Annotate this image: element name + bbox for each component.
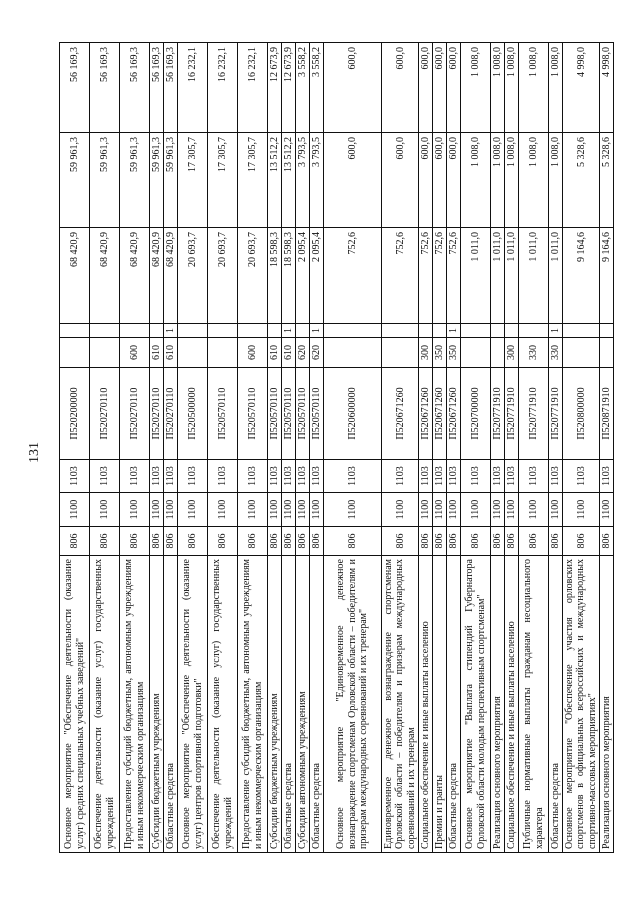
amount-year-2: 1 008,0	[505, 133, 519, 228]
target-article-code: П520570110	[208, 368, 238, 460]
row-name: Областные средства	[282, 556, 296, 853]
table-row	[208, 43, 238, 853]
amount-year-2: 59 961,3	[150, 133, 164, 228]
funding-flag	[419, 324, 433, 338]
section-code: 1100	[282, 493, 296, 527]
section-code: 1100	[60, 493, 90, 527]
table-row	[461, 43, 491, 853]
row-name: Основное мероприятие "Обеспечение деятельности (оказание услуг) центров спортивной подготовки"	[178, 556, 208, 853]
subsection-code: 1103	[296, 460, 310, 493]
amount-year-3: 12 673,9	[268, 43, 282, 133]
budget-table	[59, 42, 614, 853]
ved-code: 806	[549, 527, 563, 556]
expense-type-code: 350	[433, 338, 447, 368]
target-article-code: П520771910	[519, 368, 549, 460]
amount-year-3: 1 008,0	[461, 43, 491, 133]
target-article-code: П520671260	[382, 368, 419, 460]
amount-year-3: 56 169,3	[90, 43, 120, 133]
funding-flag	[178, 324, 208, 338]
amount-year-1: 68 420,9	[164, 228, 178, 324]
amount-year-2: 600,0	[324, 133, 382, 228]
table-row	[433, 43, 447, 853]
expense-type-code: 620	[296, 338, 310, 368]
ved-code: 806	[324, 527, 382, 556]
section-code: 1100	[382, 493, 419, 527]
funding-flag	[120, 324, 150, 338]
subsection-code: 1103	[519, 460, 549, 493]
section-code: 1100	[433, 493, 447, 527]
funding-flag	[382, 324, 419, 338]
table-row	[238, 43, 268, 853]
row-name: Социальное обеспечение и иные выплаты населению	[505, 556, 519, 853]
amount-year-3: 3 558,2	[310, 43, 324, 133]
row-name: Областные средства	[164, 556, 178, 853]
amount-year-2: 5 328,6	[563, 133, 600, 228]
subsection-code: 1103	[433, 460, 447, 493]
ved-code: 806	[164, 527, 178, 556]
target-article-code: П520270110	[150, 368, 164, 460]
table-row	[150, 43, 164, 853]
target-article-code: П520570110	[310, 368, 324, 460]
section-code: 1100	[178, 493, 208, 527]
table-row	[419, 43, 433, 853]
row-name: Областные средства	[549, 556, 563, 853]
subsection-code: 1103	[324, 460, 382, 493]
row-name: Субсидии автономным учреждениям	[296, 556, 310, 853]
amount-year-2: 3 793,5	[296, 133, 310, 228]
funding-flag: 1	[282, 324, 296, 338]
amount-year-2: 600,0	[433, 133, 447, 228]
amount-year-3: 4 998,0	[600, 43, 614, 133]
table-row	[164, 43, 178, 853]
amount-year-1: 1 011,0	[491, 228, 505, 324]
row-name: Социальное обеспечение и иные выплаты населению	[419, 556, 433, 853]
amount-year-3: 600,0	[382, 43, 419, 133]
ved-code: 806	[491, 527, 505, 556]
expense-type-code: 610	[268, 338, 282, 368]
amount-year-2: 1 008,0	[461, 133, 491, 228]
amount-year-3: 1 008,0	[519, 43, 549, 133]
funding-flag	[433, 324, 447, 338]
ved-code: 806	[208, 527, 238, 556]
row-name: Областные средства	[310, 556, 324, 853]
amount-year-2: 13 512,2	[268, 133, 282, 228]
funding-flag	[600, 324, 614, 338]
funding-flag	[505, 324, 519, 338]
table-row	[519, 43, 549, 853]
table-row	[60, 43, 90, 853]
table-row	[600, 43, 614, 853]
expense-type-code: 300	[419, 338, 433, 368]
section-code: 1100	[549, 493, 563, 527]
ved-code: 806	[382, 527, 419, 556]
amount-year-3: 3 558,2	[296, 43, 310, 133]
amount-year-1: 68 420,9	[120, 228, 150, 324]
expense-type-code	[600, 338, 614, 368]
target-article-code: П520500000	[178, 368, 208, 460]
ved-code: 806	[150, 527, 164, 556]
amount-year-1: 68 420,9	[90, 228, 120, 324]
subsection-code: 1103	[238, 460, 268, 493]
section-code: 1100	[120, 493, 150, 527]
expense-type-code	[563, 338, 600, 368]
table-row	[324, 43, 382, 853]
table-row	[296, 43, 310, 853]
funding-flag	[296, 324, 310, 338]
table-row	[563, 43, 600, 853]
expense-type-code	[324, 338, 382, 368]
ved-code: 806	[90, 527, 120, 556]
section-code: 1100	[519, 493, 549, 527]
table-row	[549, 43, 563, 853]
amount-year-2: 5 328,6	[600, 133, 614, 228]
row-name: Предоставление субсидий бюджетным, автономным учреждениям и иным некоммерческим организациям	[120, 556, 150, 853]
funding-flag	[238, 324, 268, 338]
target-article-code: П520771910	[491, 368, 505, 460]
amount-year-1: 752,6	[419, 228, 433, 324]
amount-year-3: 1 008,0	[549, 43, 563, 133]
row-name: Единовременное денежное вознаграждение спортсменам Орловской области – победителям и призерам международных соревнований и их тренерам	[382, 556, 419, 853]
subsection-code: 1103	[282, 460, 296, 493]
amount-year-3: 600,0	[447, 43, 461, 133]
funding-flag	[90, 324, 120, 338]
expense-type-code	[461, 338, 491, 368]
subsection-code: 1103	[310, 460, 324, 493]
ved-code: 806	[296, 527, 310, 556]
amount-year-2: 1 008,0	[491, 133, 505, 228]
target-article-code: П520871910	[600, 368, 614, 460]
target-article-code: П520270110	[164, 368, 178, 460]
expense-type-code	[178, 338, 208, 368]
amount-year-3: 56 169,3	[60, 43, 90, 133]
table-row	[120, 43, 150, 853]
section-code: 1100	[324, 493, 382, 527]
amount-year-3: 1 008,0	[505, 43, 519, 133]
subsection-code: 1103	[600, 460, 614, 493]
subsection-code: 1103	[382, 460, 419, 493]
funding-flag	[563, 324, 600, 338]
amount-year-3: 4 998,0	[563, 43, 600, 133]
subsection-code: 1103	[60, 460, 90, 493]
amount-year-1: 752,6	[382, 228, 419, 324]
section-code: 1100	[164, 493, 178, 527]
subsection-code: 1103	[268, 460, 282, 493]
amount-year-2: 59 961,3	[120, 133, 150, 228]
subsection-code: 1103	[549, 460, 563, 493]
section-code: 1100	[491, 493, 505, 527]
table-row	[90, 43, 120, 853]
ved-code: 806	[433, 527, 447, 556]
target-article-code: П520671260	[419, 368, 433, 460]
row-name: Обеспечение деятельности (оказание услуг) государственных учреждений	[90, 556, 120, 853]
target-article-code: П520570110	[296, 368, 310, 460]
amount-year-2: 13 512,2	[282, 133, 296, 228]
target-article-code: П520270110	[120, 368, 150, 460]
funding-flag	[150, 324, 164, 338]
amount-year-2: 17 305,7	[208, 133, 238, 228]
funding-flag	[268, 324, 282, 338]
amount-year-2: 59 961,3	[164, 133, 178, 228]
target-article-code: П520700000	[461, 368, 491, 460]
row-name: Основное мероприятие "Обеспечение деятельности (оказание услуг) средних специальных учебных заведений"	[60, 556, 90, 853]
funding-flag: 1	[549, 324, 563, 338]
funding-flag	[60, 324, 90, 338]
subsection-code: 1103	[164, 460, 178, 493]
amount-year-1: 2 095,4	[310, 228, 324, 324]
table-row	[447, 43, 461, 853]
table-row	[491, 43, 505, 853]
table-row	[178, 43, 208, 853]
ved-code: 806	[60, 527, 90, 556]
ved-code: 806	[419, 527, 433, 556]
expense-type-code: 300	[505, 338, 519, 368]
target-article-code: П520570110	[282, 368, 296, 460]
row-name: Предоставление субсидий бюджетным, автономным учреждениям и иным некоммерческим организациям	[238, 556, 268, 853]
amount-year-2: 1 008,0	[519, 133, 549, 228]
expense-type-code: 330	[519, 338, 549, 368]
row-name: Реализация основного мероприятия	[600, 556, 614, 853]
section-code: 1100	[419, 493, 433, 527]
section-code: 1100	[296, 493, 310, 527]
row-name: Основное мероприятие "Выплата стипендий Губернатора Орловской области молодым перспективным спортсменам"	[461, 556, 491, 853]
amount-year-1: 20 693,7	[178, 228, 208, 324]
section-code: 1100	[90, 493, 120, 527]
amount-year-1: 68 420,9	[150, 228, 164, 324]
target-article-code: П520270110	[90, 368, 120, 460]
amount-year-2: 600,0	[447, 133, 461, 228]
amount-year-1: 752,6	[324, 228, 382, 324]
amount-year-2: 600,0	[419, 133, 433, 228]
row-name: Основное мероприятие "Единовременное денежное вознаграждение спортсменам Орловской области – победителям и призерам международных соревнований и их тренерам"	[324, 556, 382, 853]
table-row	[282, 43, 296, 853]
amount-year-3: 600,0	[419, 43, 433, 133]
row-name: Публичные нормативные выплаты гражданам несоциального характера	[519, 556, 549, 853]
target-article-code: П520771910	[505, 368, 519, 460]
amount-year-1: 18 598,3	[282, 228, 296, 324]
amount-year-3: 56 169,3	[150, 43, 164, 133]
section-code: 1100	[268, 493, 282, 527]
amount-year-1: 18 598,3	[268, 228, 282, 324]
row-name: Субсидии бюджетным учреждениям	[268, 556, 282, 853]
funding-flag	[324, 324, 382, 338]
target-article-code: П520671260	[433, 368, 447, 460]
expense-type-code: 610	[164, 338, 178, 368]
row-name: Основное мероприятие "Обеспечение участия орловских спортсменов в официальных всероссийских и международных спортивно-массовых мероприятиях"	[563, 556, 600, 853]
amount-year-2: 17 305,7	[178, 133, 208, 228]
expense-type-code	[491, 338, 505, 368]
subsection-code: 1103	[447, 460, 461, 493]
row-name: Субсидии бюджетным учреждениям	[150, 556, 164, 853]
row-name: Реализация основного мероприятия	[491, 556, 505, 853]
ved-code: 806	[461, 527, 491, 556]
section-code: 1100	[150, 493, 164, 527]
expense-type-code	[382, 338, 419, 368]
amount-year-2: 1 008,0	[549, 133, 563, 228]
expense-type-code	[90, 338, 120, 368]
amount-year-1: 68 420,9	[60, 228, 90, 324]
amount-year-3: 16 232,1	[178, 43, 208, 133]
ved-code: 806	[178, 527, 208, 556]
subsection-code: 1103	[178, 460, 208, 493]
table-row	[310, 43, 324, 853]
amount-year-2: 600,0	[382, 133, 419, 228]
amount-year-2: 59 961,3	[60, 133, 90, 228]
row-name: Областные средства	[447, 556, 461, 853]
subsection-code: 1103	[505, 460, 519, 493]
row-name: Обеспечение деятельности (оказание услуг) государственных учреждений	[208, 556, 238, 853]
expense-type-code	[208, 338, 238, 368]
target-article-code: П520671260	[447, 368, 461, 460]
amount-year-1: 9 164,6	[563, 228, 600, 324]
section-code: 1100	[238, 493, 268, 527]
amount-year-2: 59 961,3	[90, 133, 120, 228]
ved-code: 806	[268, 527, 282, 556]
amount-year-3: 600,0	[324, 43, 382, 133]
amount-year-3: 600,0	[433, 43, 447, 133]
target-article-code: П520800000	[563, 368, 600, 460]
amount-year-3: 56 169,3	[164, 43, 178, 133]
amount-year-1: 2 095,4	[296, 228, 310, 324]
expense-type-code: 610	[150, 338, 164, 368]
row-name: Премии и гранты	[433, 556, 447, 853]
amount-year-1: 9 164,6	[600, 228, 614, 324]
ved-code: 806	[600, 527, 614, 556]
amount-year-1: 1 011,0	[549, 228, 563, 324]
funding-flag	[208, 324, 238, 338]
amount-year-1: 20 693,7	[238, 228, 268, 324]
ved-code: 806	[120, 527, 150, 556]
funding-flag: 1	[164, 324, 178, 338]
expense-type-code: 600	[120, 338, 150, 368]
funding-flag	[491, 324, 505, 338]
ved-code: 806	[519, 527, 549, 556]
ved-code: 806	[282, 527, 296, 556]
amount-year-1: 20 693,7	[208, 228, 238, 324]
funding-flag: 1	[310, 324, 324, 338]
section-code: 1100	[310, 493, 324, 527]
target-article-code: П520771910	[549, 368, 563, 460]
target-article-code: П520570110	[268, 368, 282, 460]
subsection-code: 1103	[491, 460, 505, 493]
section-code: 1100	[461, 493, 491, 527]
amount-year-3: 12 673,9	[282, 43, 296, 133]
amount-year-3: 1 008,0	[491, 43, 505, 133]
amount-year-3: 56 169,3	[120, 43, 150, 133]
ved-code: 806	[238, 527, 268, 556]
ved-code: 806	[505, 527, 519, 556]
target-article-code: П520200000	[60, 368, 90, 460]
expense-type-code	[60, 338, 90, 368]
amount-year-1: 1 011,0	[461, 228, 491, 324]
amount-year-1: 752,6	[447, 228, 461, 324]
amount-year-3: 16 232,1	[208, 43, 238, 133]
amount-year-2: 17 305,7	[238, 133, 268, 228]
target-article-code: П520570110	[238, 368, 268, 460]
funding-flag	[461, 324, 491, 338]
target-article-code: П520600000	[324, 368, 382, 460]
funding-flag	[519, 324, 549, 338]
table-row	[268, 43, 282, 853]
page-number: 131	[27, 442, 42, 463]
funding-flag: 1	[447, 324, 461, 338]
section-code: 1100	[505, 493, 519, 527]
amount-year-3: 16 232,1	[238, 43, 268, 133]
expense-type-code: 600	[238, 338, 268, 368]
expense-type-code: 330	[549, 338, 563, 368]
amount-year-2: 3 793,5	[310, 133, 324, 228]
section-code: 1100	[208, 493, 238, 527]
section-code: 1100	[563, 493, 600, 527]
ved-code: 806	[447, 527, 461, 556]
subsection-code: 1103	[461, 460, 491, 493]
subsection-code: 1103	[419, 460, 433, 493]
section-code: 1100	[447, 493, 461, 527]
amount-year-1: 1 011,0	[519, 228, 549, 324]
expense-type-code: 350	[447, 338, 461, 368]
table-row	[382, 43, 419, 853]
ved-code: 806	[310, 527, 324, 556]
subsection-code: 1103	[150, 460, 164, 493]
subsection-code: 1103	[563, 460, 600, 493]
amount-year-1: 752,6	[433, 228, 447, 324]
expense-type-code: 620	[310, 338, 324, 368]
amount-year-1: 1 011,0	[505, 228, 519, 324]
subsection-code: 1103	[208, 460, 238, 493]
ved-code: 806	[563, 527, 600, 556]
subsection-code: 1103	[90, 460, 120, 493]
subsection-code: 1103	[120, 460, 150, 493]
expense-type-code: 610	[282, 338, 296, 368]
table-row	[505, 43, 519, 853]
section-code: 1100	[600, 493, 614, 527]
